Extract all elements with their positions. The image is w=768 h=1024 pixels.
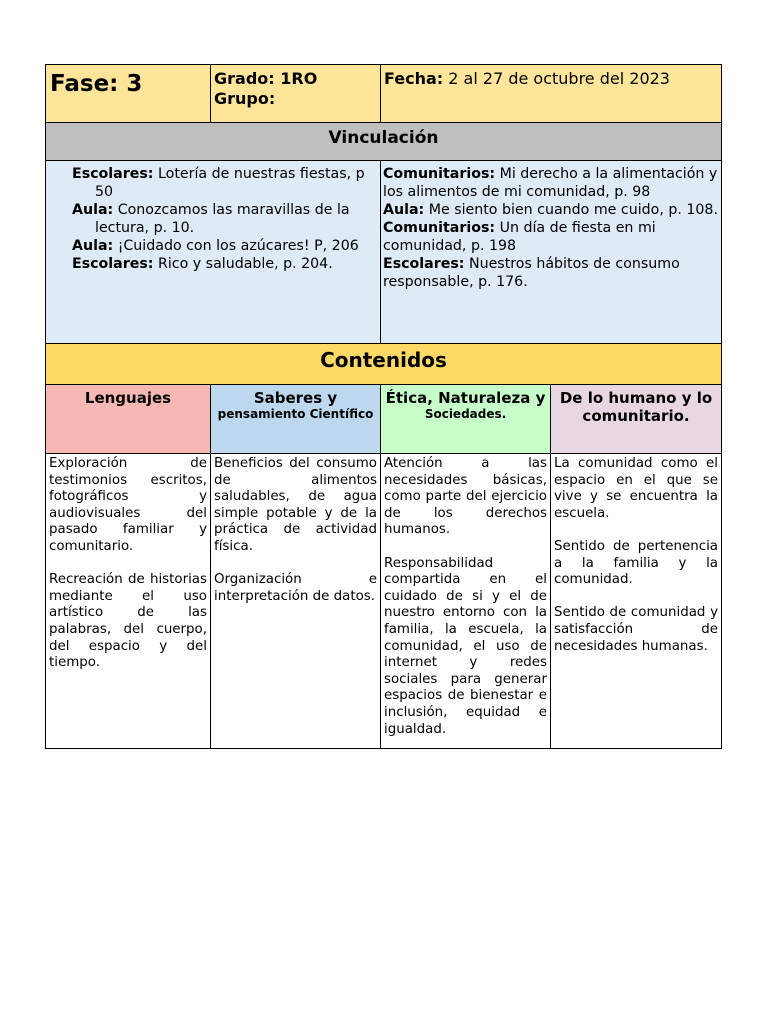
entry-label: Comunitarios: — [383, 166, 496, 182]
entry-label: Aula: — [72, 202, 114, 218]
fecha-cell — [381, 65, 722, 123]
vinculacion-row — [46, 161, 722, 344]
content-paragraph: Sentido de pertenencia a la familia y la comunidad. — [554, 538, 719, 588]
content-paragraph: Organización e interpretación de datos. — [214, 572, 377, 604]
vinculacion-title: Vinculación — [46, 123, 722, 161]
vinculacion-entry — [383, 219, 719, 255]
column-header-etica — [381, 385, 551, 454]
column-header-humano — [551, 385, 722, 454]
entry-label: Escolares: — [72, 166, 154, 182]
fase-cell — [46, 65, 211, 123]
vinculacion-entry — [72, 255, 374, 273]
vinculacion-entry — [72, 237, 374, 255]
entry-text: Conozcamos las maravillas de la lectura, p. 10. — [95, 202, 350, 236]
vinculacion-entry — [383, 255, 719, 291]
column-title: Ética, Naturaleza y — [385, 389, 546, 407]
entry-label: Escolares: — [383, 256, 465, 272]
fecha-value: 2 al 27 de octubre del 2023 — [443, 69, 670, 88]
entry-label: Aula: — [383, 202, 425, 218]
column-subtitle: Sociedades. — [424, 407, 507, 421]
contenidos-row — [46, 454, 722, 749]
column-header-saberes — [211, 385, 381, 454]
header-row — [46, 65, 722, 123]
content-paragraph: Sentido de comunidad y satisfacción de necesidades humanas. — [554, 605, 719, 654]
contenidos-title-row — [46, 344, 722, 385]
entry-label: Aula: — [72, 238, 114, 254]
entry-text: Lotería de nuestras fiestas, p 50 — [95, 166, 365, 200]
vinculacion-entry — [72, 165, 374, 201]
grado-cell — [211, 65, 381, 123]
column-content-lenguajes — [46, 454, 211, 749]
content-paragraph: Beneficios del consumo de alimentos saludables, de agua simple potable y de la práctica de actividad física. — [214, 456, 377, 554]
content-paragraph: Responsabilidad compartida en el cuidado de si y el de nuestro entorno con la familia, la escuela, la comunidad, el uso de internet y redes sociales para generar espacios de bienestar e inclusión, equidad e igualdad. — [384, 555, 547, 737]
column-content-saberes — [211, 454, 381, 749]
planning-table — [45, 64, 722, 749]
vinculacion-left — [46, 161, 381, 344]
content-paragraph: Exploración de testimonios escritos, fotográficos y audiovisuales del pasado familiar y comunitario. — [49, 456, 207, 554]
content-paragraph: La comunidad como el espacio en el que se vive y se encuentra la escuela. — [554, 456, 719, 521]
vinculacion-entry — [383, 165, 719, 201]
content-paragraph: Atención a las necesidades básicas, como parte del ejercicio de los derechos humanos. — [384, 456, 547, 538]
entry-text: Un día de fiesta en mi comunidad, p. 198 — [383, 220, 656, 254]
entry-text: Mi derecho a la alimentación y los alimentos de mi comunidad, p. 98 — [383, 166, 718, 200]
content-paragraph: Recreación de historias mediante el uso artístico de las palabras, del cuerpo, del espacio y del tiempo. — [49, 572, 207, 671]
vinculacion-right — [381, 161, 722, 344]
fase-label: Fase: 3 — [50, 71, 143, 97]
column-content-humano — [551, 454, 722, 749]
entry-label: Comunitarios: — [383, 220, 496, 236]
entry-text: Nuestros hábitos de consumo responsable, p. 176. — [383, 256, 680, 290]
column-title: Lenguajes — [84, 389, 172, 407]
column-title: Saberes y — [253, 389, 338, 407]
entry-text: Me siento bien cuando me cuido, p. 108. — [424, 202, 718, 218]
fecha-label: Fecha: — [384, 69, 444, 88]
grado-label: Grado: 1RO — [214, 69, 318, 88]
column-header-lenguajes — [46, 385, 211, 454]
vinculacion-title-row — [46, 123, 722, 161]
column-title: De lo humano y lo comunitario. — [559, 389, 713, 425]
entry-text: ¡Cuidado con los azúcares! P, 206 — [113, 238, 359, 254]
contenidos-title: Contenidos — [46, 344, 722, 385]
vinculacion-entry — [383, 201, 719, 219]
planning-sheet — [45, 64, 721, 749]
vinculacion-entry — [72, 201, 374, 237]
column-subtitle: pensamiento Científico — [217, 407, 374, 421]
column-content-etica — [381, 454, 551, 749]
grupo-label: Grupo: — [214, 89, 276, 108]
entry-text: Rico y saludable, p. 204. — [153, 256, 333, 272]
campos-header-row — [46, 385, 722, 454]
entry-label: Escolares: — [72, 256, 154, 272]
